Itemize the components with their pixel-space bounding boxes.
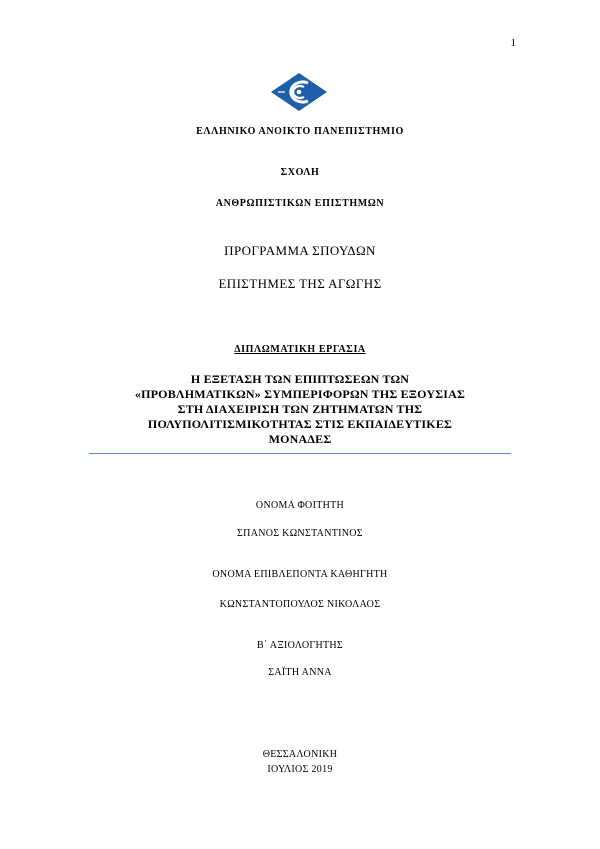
- submission-date: ΙΟΥΛΙΟΣ 2019: [267, 764, 333, 775]
- examiner-name: ΣΑΪΤΗ ΑΝΝΑ: [268, 667, 332, 678]
- university-name: ΕΛΛΗΝΙΚΟ ΑΝΟΙΚΤΟ ΠΑΝΕΠΙΣΤΗΜΙΟ: [196, 126, 404, 137]
- thesis-title-line: ΠΟΛΥΠΟΛΙΤΙΣΜΙΚΟΤΗΤΑΣ ΣΤΙΣ ΕΚΠΑΙΔΕΥΤΙΚΕΣ: [147, 417, 453, 431]
- thesis-title-line: ΜΟΝΑΔΕΣ: [268, 432, 332, 446]
- examiner-label: Β΄ ΑΞΙΟΛΟΓΗΤΗΣ: [256, 640, 344, 651]
- eap-logo-icon: [270, 72, 328, 112]
- thesis-type: ΔΙΠΛΩΜΑΤΙΚΗ ΕΡΓΑΣΙΑ: [234, 344, 366, 355]
- thesis-title-line: «ΠΡΟΒΛΗΜΑΤΙΚΩΝ» ΣΥΜΠΕΡΙΦΟΡΩΝ ΤΗΣ ΕΞΟΥΣΙΑΣ: [134, 387, 466, 401]
- program-name: ΕΠΙΣΤΗΜΕΣ ΤΗΣ ΑΓΩΓΗΣ: [218, 276, 382, 291]
- thesis-title: [0, 372, 600, 447]
- program-label: ΠΡΟΓΡΑΜΜΑ ΣΠΟΥΔΩΝ: [224, 243, 376, 258]
- student-label: ΟΝΟΜΑ ΦΟΙΤΗΤΗ: [255, 500, 345, 511]
- supervisor-label: ΟΝΟΜΑ ΕΠΙΒΛΕΠΟΝΤΑ ΚΑΘΗΓΗΤΗ: [212, 569, 388, 580]
- school-name: ΑΝΘΡΩΠΙΣΤΙΚΩΝ ΕΠΙΣΤΗΜΩΝ: [215, 198, 385, 209]
- thesis-title-line: Η ΕΞΕΤΑΣΗ ΤΩΝ ΕΠΙΠΤΩΣΕΩΝ ΤΩΝ: [190, 372, 410, 386]
- school-label: ΣΧΟΛΗ: [280, 167, 320, 178]
- title-divider: [89, 453, 511, 454]
- thesis-title-line: ΣΤΗ ΔΙΑΧΕΙΡΙΣΗ ΤΩΝ ΖΗΤΗΜΑΤΩΝ ΤΗΣ: [177, 402, 423, 416]
- supervisor-name: ΚΩΝΣΤΑΝΤΟΠΟΥΛΟΣ ΝΙΚΟΛΑΟΣ: [219, 599, 381, 610]
- page-number: 1: [510, 37, 516, 49]
- student-name: ΣΠΑΝΟΣ ΚΩΝΣΤΑΝΤΙΝΟΣ: [237, 528, 363, 539]
- city: ΘΕΣΣΑΛΟΝΙΚΗ: [262, 749, 338, 760]
